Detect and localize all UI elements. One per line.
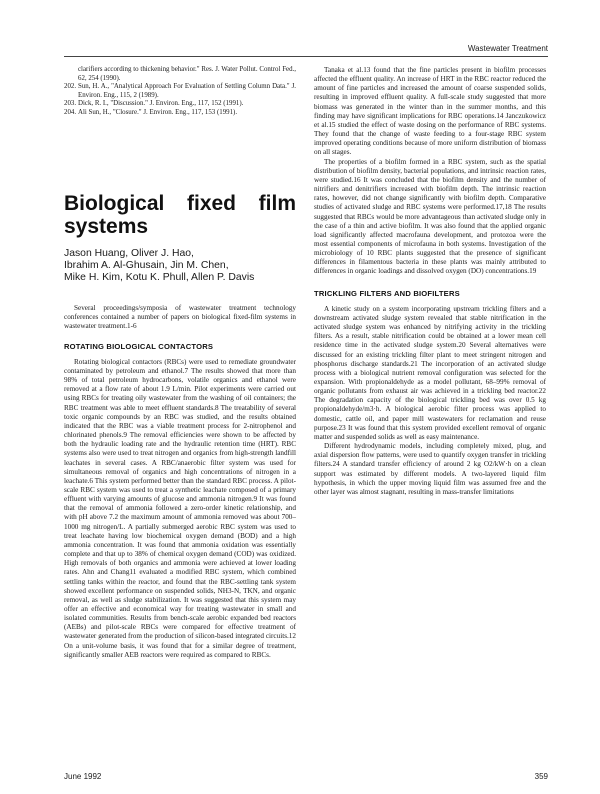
- footer-date: June 1992: [64, 772, 102, 781]
- article-title: Biological fixed film systems: [64, 191, 296, 238]
- body-paragraph: Different hydrodynamic models, including completely mixed, plug, and axial dispersion flow patterns, were used to quantify oxygen transfer in trickling filters.24 A standard transfer efficiency of around 2 kg O2/kW·h on a clean support was estimated by different models. A two-layered liquid film hypothesis, in which the upper moving liquid film was assumed free and the other layer was almost stagnant, resulting in mass-transfer limitations: [314, 442, 546, 496]
- section-heading-rbc: ROTATING BIOLOGICAL CONTACTORS: [64, 341, 214, 351]
- reference-item: clarifiers according to thickening behavior." Res. J. Water Pollut. Control Fed., 62, 254 (1990).: [78, 66, 296, 82]
- left-column: [64, 66, 296, 660]
- running-head: Wastewater Treatment: [467, 44, 548, 53]
- reference-item: 204. Ali Sun, H., "Closure." J. Environ. Eng., 117, 153 (1991).: [64, 108, 238, 116]
- right-column: [314, 66, 546, 497]
- reference-item: 202. Sun, H. A., "Analytical Approach For Evaluation of Settling Column Data." J. Environ. Eng., 115, 2 (1989).: [64, 83, 296, 99]
- reference-list: [64, 66, 296, 118]
- body-paragraph: Tanaka et al.13 found that the fine particles present in biofilm processes affected the effluent quality. An increase of HRT in the RBC reactor reduced the amount of fine particles and increased the amount of coarse suspended solids, resulting in improved effluent quality. A full-scale study suggested that more biomass was generated in the winter than in the summer months, and this finding may have significant implications for RBC operations.14 Janczukowicz et al.15 studied the effect of waste dosing on the performance of RBC systems. They found that the change of waste feeding to a four-stage RBC system improved operating conditions because of more uniform distribution of biomass on all stages.: [314, 66, 546, 157]
- body-paragraph: A kinetic study on a system incorporating upstream trickling filters and a downstream activated sludge system revealed that stable nitrification in the activated sludge system was enhanced by nitrifying activity in the trickling filters. As a result, stable nitrification could be obtained at a lower mean cell residence time in the activated sludge system.20 Several alternatives were discussed for an existing trickling filter plant to meet stringent nitrogen and phosphorus discharge standards.21 The incorporation of an activated sludge process with a biological nutrient removal configuration was selected for the expansion. With propionaldehyde as a model pollutant, 68–99% removal of organic pollutants from exhaust air was achieved in a trickling bed reactor.22 The degradation capacity of the biological trickling bed was over 0.5 kg propionaldehyde/m3·h. A biological aerobic filter process was applied to domestic, cattle oil, and paper mill wastewaters for reclamation and reuse purpose.23 It was found that this system provided excellent removal of organic matter and suspended solids as well as easy maintenance.: [314, 304, 546, 441]
- reference-item: 203. Dick, R. I., "Discussion." J. Environ. Eng., 117, 152 (1991).: [64, 100, 244, 108]
- body-paragraph: Rotating biological contactors (RBCs) were used to remediate groundwater contaminated by petroleum and ethanol.7 The results showed that more than 98% of total petroleum hydrocarbons, volatile organics and ethanol were removed at a flow rate of about 1.9 L/min. Pilot experiments were carried out using RBCs for treating oily wastewater from the washing of oil containers; the RBC treatment was able to meet effluent standards.8 The treatability of several toxic organic compounds by an RBC was studied, and the results obtained indicated that the RBC was a viable treatment process for 2-nitrophenol and chlorinated phenols.9 The removal efficiencies were shown to be affected by both the hydraulic loading rate and the hydraulic retention time (HRT). RBC systems also were used to treat nitrogen and organics from high-strength landfill leachates in several cases. A RBC/anaerobic filter system was used for simultaneous removal of organics and high concentrations of nitrogen in a leachate.6 This system performed better than the standard RBC process. A pilot-scale RBC system was used to treat a synthetic leachate composed of a primary effluent with varying amounts of glucose and ammonia nitrogen.9 It was found that the removal of ammonia followed a zero-order kinetic relationship, and with pH above 7.2 the maximum amount of ammonia removed was about 700–1000 mg nitrogen/L. A partially submerged aerobic RBC system was used to treat leachate having low biochemical oxygen demand (BOD) and a high ammonia concentration. It was found that ammonia oxidation was essentially complete and that up to 38% of chemical oxygen demand (COD) was oxidized. High removals of both organics and ammonia were achieved at lower loading rates. Ahn and Chang11 evaluated a modified RBC system, which combined settling tanks within the reactor, and found that the RBC-settling tank system showed excellent performance on suspended solids, NH3-N, TKN, and organic removal, as well as sludge stabilization. It was suggested that this system may offer an effective and economical way for treating wastewater in small and isolated communities. Results from bench-scale aerobic expanded bed reactors (AEBs) and pilot-scale RBCs were compared for effective treatment of wastewater generated from the production of silicon-based integrated circuits.12 On a unit-volume basis, it was found that for a similar degree of treatment, significantly smaller AEB reactors were required as compared to RBCs.: [64, 357, 296, 659]
- page-number: 359: [534, 772, 548, 781]
- section-heading-trickling: TRICKLING FILTERS AND BIOFILTERS: [314, 288, 460, 298]
- body-paragraph: The properties of a biofilm formed in a RBC system, such as the spatial distribution of biofilm density, bacterial populations, and intrinsic reaction rates, were studied.16 It was concluded that the biofilm density and the number of nitrifiers and denitrifiers increased with biofilm depth. The intrinsic reaction rates, however, did not change significantly with biofilm depth. Comparative studies of activated sludge and RBC systems were performed.17,18 The results suggested that RBCs would be more advantageous than activated sludge only in the case of a thin and active biofilm. It was also found that the applied organic load significantly affected macrofauna development, and protozoa were the most essential components of microfauna in both systems. Investigation of the microbiology of 10 RBC plants suggested that the presence of significant differences in filamentous bacteria in these plants was mainly attributed to differences in organic loadings and dissolved oxygen (DO) concentrations.19: [314, 157, 546, 276]
- header-rule: [64, 56, 548, 57]
- article-authors: Jason Huang, Oliver J. Hao, Ibrahim A. Al-Ghusain, Jin M. Chen, Mike H. Kim, Kotu K. Phull, Allen P. Davis: [64, 247, 255, 283]
- article-intro: Several proceedings/symposia of wastewater treatment technology conferences contained a number of papers on biological fixed-film systems in wastewater treatment.1-6: [64, 304, 296, 331]
